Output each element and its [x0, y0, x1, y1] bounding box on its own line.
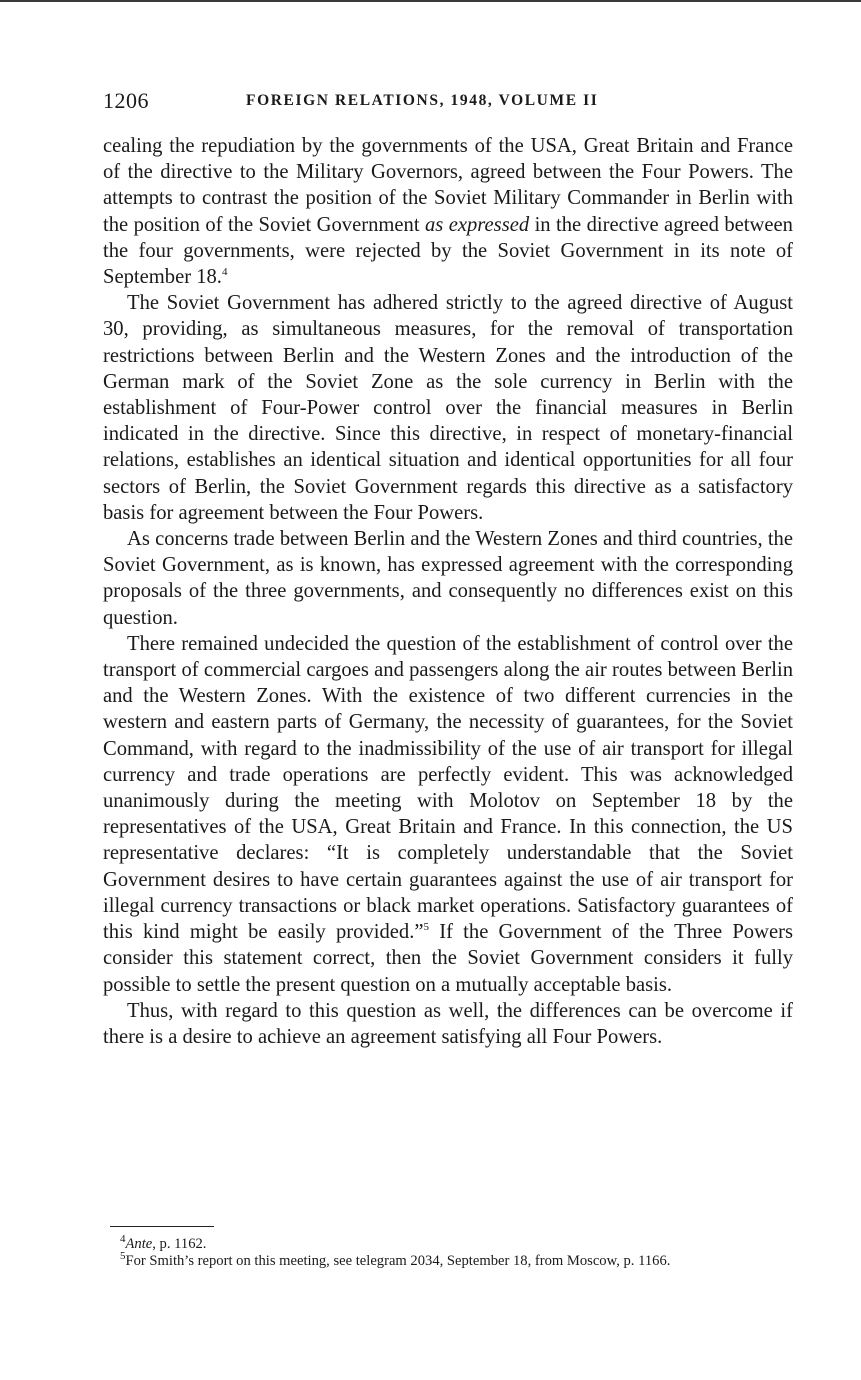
- paragraph-2: The Soviet Government has adhered strictly to the agreed directive of August 30, providing, as simultaneous measures, for the removal of transportation restrictions between Berlin and the Western Zones and the introduction of the German mark of the Soviet Zone as the sole currency in Berlin with the establishment of Four-Power control over the financial measures in Berlin indicated in the directive. Since this directive, in respect of monetary-financial relations, establishes an identical situation and identical opportunities for all four sectors of Berlin, the Soviet Government regards this directive as a satisfactory basis for agreement between the Four Powers.: [103, 292, 793, 524]
- paragraph-1-text-a: cealing the repudiation by the governments of the USA, Great Britain and France of the directive to the Military Governors, agreed between the Four Powers. The attempts to contrast the position of the Soviet Military Commander in Berlin with the position of the Soviet Government: [103, 135, 793, 236]
- page-number: 1206: [103, 88, 149, 113]
- footnote-4: [110, 1233, 796, 1253]
- paragraph-4-text-b: If the Government of the Three Powers consider this statement correct, then the Soviet Government considers it fully possible to settle the present question on a mutually acceptable basis.: [103, 921, 793, 996]
- paragraph-3: As concerns trade between Berlin and the Western Zones and third countries, the Soviet Government, as is known, has expressed agreement with the corresponding proposals of the three governments, and consequently no differences exist on this question.: [103, 528, 793, 629]
- paragraph-1-emphasis: as expressed: [424, 213, 530, 236]
- footnote-ref-5: 5: [423, 921, 430, 934]
- footnote-rule: [110, 1226, 214, 1227]
- paragraph-4: [103, 631, 793, 998]
- body-text: [103, 133, 793, 1050]
- footnote-4-emphasis: Ante: [125, 1236, 153, 1252]
- footnote-4-mark: 4: [120, 1233, 126, 1246]
- paragraph-4-text-a: There remained undecided the question of the establishment of control over the transport of commercial cargoes and passengers along the air routes between Berlin and the Western Zones. With the existence of two different currencies in the western and eastern parts of Germany, the necessity of guarantees, for the Soviet Command, with regard to the inadmissibility of the use of air transport for illegal currency and trade operations are perfectly evident. This was acknowledged unanimously during the meeting with Molotov on September 18 by the representatives of the USA, Great Britain and France. In this connection, the US representative declares: “It is completely understandable that the Soviet Government desires to have certain guarantees against the use of air transport for illegal currency transactions or black market operations. Satisfactory guarantees of this kind might be easily provided.”: [103, 632, 793, 944]
- paragraph-5: Thus, with regard to this question as well, the differences can be overcome if there is a desire to achieve an agreement satisfying all Four Powers.: [103, 999, 793, 1048]
- footnote-5: [110, 1250, 796, 1270]
- footnote-5-text: For Smith’s report on this meeting, see telegram 2034, September 18, from Moscow, p. 1166.: [125, 1253, 671, 1269]
- running-head: FOREIGN RELATIONS, 1948, VOLUME II: [246, 92, 599, 109]
- page-header: [103, 88, 793, 118]
- footnotes: [110, 1226, 796, 1270]
- top-border-rule: [0, 0, 861, 2]
- footnote-ref-4: 4: [221, 266, 228, 279]
- paragraph-1: [103, 133, 793, 290]
- footnote-5-mark: 5: [120, 1250, 126, 1263]
- footnote-4-text: , p. 1162.: [152, 1236, 207, 1252]
- paragraph-1-text-b: in the directive agreed between the four governments, were rejected by the Soviet Government in its note of September 18.: [103, 213, 793, 289]
